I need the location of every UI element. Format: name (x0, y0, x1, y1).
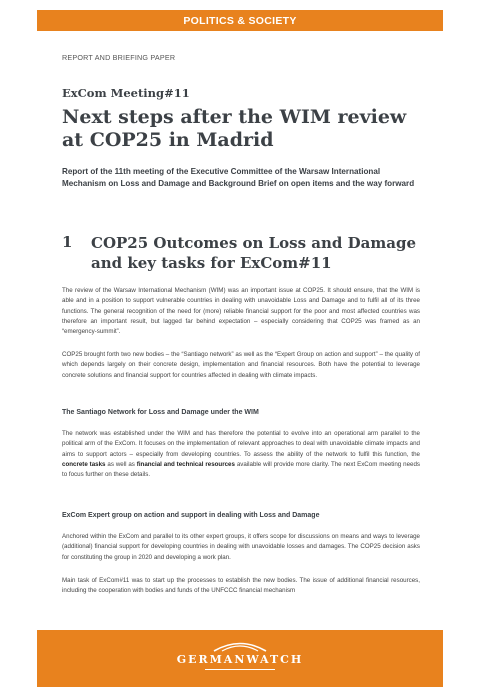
germanwatch-logo (37, 640, 443, 670)
santiago-text-b: as well as (105, 460, 137, 468)
santiago-text-c: available will provide more clarity. The next ExCom meeting needs to focus further on these details. (62, 460, 420, 479)
santiago-paragraph (62, 429, 420, 480)
logo-underline (205, 669, 275, 670)
logo-arc-icon (210, 640, 270, 652)
document-type: REPORT AND BRIEFING PAPER (62, 53, 176, 62)
document-subtitle: Report of the 11th meeting of the Executive Committee of the Warsaw International Mechanism on Loss and Damage and Background Brief on open items and the way forward (62, 167, 415, 189)
category-label: POLITICS & SOCIETY (183, 14, 297, 27)
category-band (37, 10, 443, 31)
page-title: Next steps after the WIM review at COP25 in Madrid (62, 106, 407, 151)
santiago-bold-resources: financial and technical resources (136, 460, 235, 468)
subheading-santiago: The Santiago Network for Loss and Damage under the WIM (62, 409, 259, 416)
subheading-expert-group: ExCom Expert group on action and support in dealing with Loss and Damage (62, 512, 320, 519)
section-paragraph-1: The review of the Warsaw International Mechanism (WIM) was an important issue at COP25. It should ensure, that the WIM is able and in a position to support vulnerable countries in dealing with unavoidable Loss and Damage and to fulfil all of its three functions. The general recognition of the need for (more) reliable financial support for the poor and most affected countries was therefore an important result, but lagged far behind expectation – especially considering that COP25 was framed as an “emergency-summit”. (62, 287, 420, 336)
logo-wordmark: GERMANWATCH (176, 653, 304, 666)
section-paragraph-2: COP25 brought forth two new bodies – the “Santiago network” as well as the “Expert Group on action and support” – the quality of which depends largely on their concrete design, implementation and financial resources. Both have the potential to leverage concrete solutions and financial support for countries affected in dealing with climate impacts. (62, 351, 420, 379)
expert-group-paragraph-1: Anchored within the ExCom and parallel to its other expert groups, it offers scope for discussions on means and ways to leverage (additional) financial support for developing countries in dealing with unavoidable losses and damages. The COP25 decision asks for constituting the group in 2020 and developing a work plan. (62, 533, 420, 561)
section-title: COP25 Outcomes on Loss and Damage and key tasks for ExCom#11 (91, 234, 416, 272)
santiago-text-a: The network was established under the WIM and has therefore the potential to evolve into an operational arm parallel to the political arm of the ExCom. It focuses on the implementation of relevant approaches to deal with unavoidable climate impacts and aims to support actors – especially from developing countries. To assess the ability of the network to fulfil this function, the (62, 430, 420, 458)
meeting-label: ExCom Meeting#11 (62, 86, 190, 100)
santiago-bold-tasks: concrete tasks (62, 460, 106, 468)
footer-band (37, 630, 443, 687)
section-number: 1 (62, 233, 73, 251)
expert-group-paragraph-2: Main task of ExCom#11 was to start up the processes to establish the new bodies. The issue of additional financial resources, including the cooperation with bodies and funds of the UNFCCC financial mechanism (62, 577, 420, 595)
